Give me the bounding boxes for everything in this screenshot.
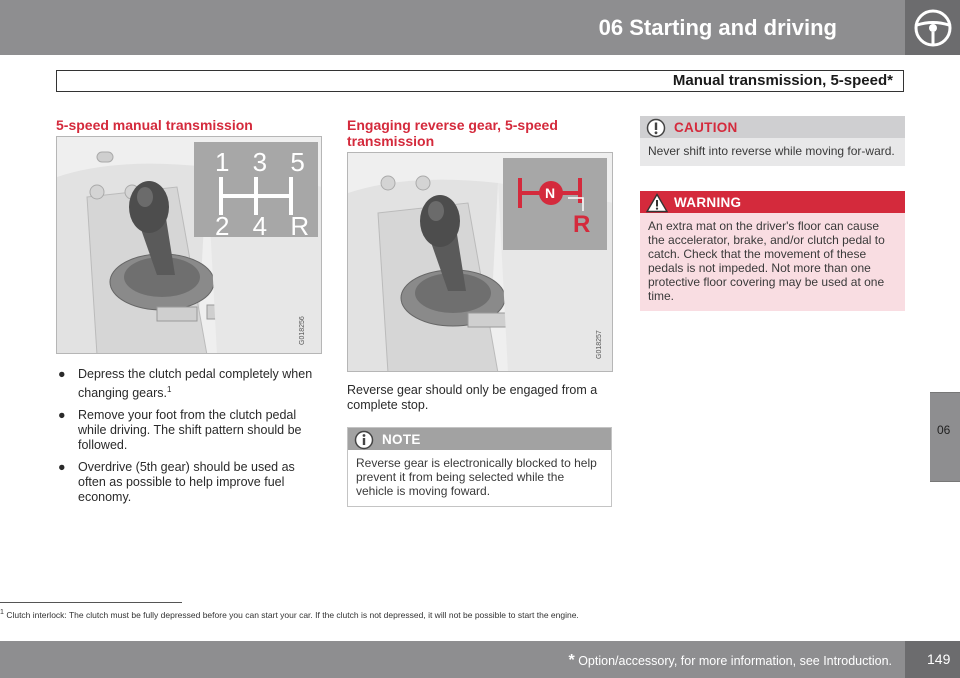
list-item: ● Remove your foot from the clutch pedal while driving. The shift pattern should be followed. [58,408,302,453]
section-title: Manual transmission, 5-speed* [672,72,893,89]
page-footer [0,641,960,678]
section-header [56,70,904,92]
reverse-gear-figure [347,152,613,372]
footer-star: * [568,652,575,669]
info-icon [354,430,374,450]
gear-shifter-figure [56,136,322,354]
footnote-number: 1 [0,608,4,616]
footer-note: Option/accessory, for more information, see Introduction. [578,654,892,668]
bullet-icon: ● [58,460,66,475]
instruction-list [56,367,326,512]
reverse-illustration [348,153,613,372]
warning-text: An extra mat on the driver's floor can cause the accelerator, brake, and/or clutch pedal to catch. Check that the movement of these pedals is not impeded. Not more than one protective floor covering may be used at one time. [648,219,885,303]
gear-pattern-bottom: 2 4 R [215,211,318,241]
figure-code: G018256 [299,316,306,345]
footer-text [568,652,892,670]
note-header [348,428,611,450]
list-item: ● Overdrive (5th gear) should be used as often as possible to help improve fuel economy. [58,460,295,505]
list-item: ● Depress the clutch pedal completely when changing gears.$^1$ [58,367,313,401]
page-number-box [905,641,960,678]
chapter-header [0,0,905,55]
caution-box [640,116,905,166]
reverse-paragraph: Reverse gear should only be engaged from a complete stop. [347,383,598,412]
note-label: NOTE [382,432,421,447]
bullet-icon: ● [58,408,66,423]
note-text: Reverse gear is electronically blocked to help prevent it from being selected while the vehicle is moving foward. [356,456,597,498]
caution-label: CAUTION [674,120,738,135]
footnote-ref[interactable]: 1 [166,385,172,394]
warning-triangle-icon [646,193,668,213]
bullet-icon: ● [58,367,66,381]
chapter-title: 06 Starting and driving [598,15,837,40]
neutral-label: N [545,185,556,201]
caution-header [640,116,905,138]
footnote-text: Clutch interlock: The clutch must be fully depressed before you can start your car. If the clutch is not depressed, it will not be possible to start the engine. [6,609,579,620]
footnote-rule [0,602,182,603]
reverse-label: R [573,211,591,238]
chapter-side-tab[interactable] [930,392,960,482]
col1-heading: 5-speed manual transmission [56,117,253,133]
warning-header [640,191,905,213]
figure-code: G018257 [596,330,603,359]
warning-label: WARNING [674,195,742,210]
steering-wheel-icon [913,8,953,48]
footnote [0,608,579,620]
warning-box [640,191,905,311]
side-tab-label: 06 [937,423,951,437]
gear-pattern-top: 1 3 5 [215,147,313,177]
chapter-icon-box [905,0,960,55]
note-box [347,427,612,507]
caution-text: Never shift into reverse while moving for-ward. [648,144,895,158]
col2-heading: Engaging reverse gear, 5-speed transmission [347,117,558,149]
page-number: 149 [927,651,951,667]
exclamation-icon [646,118,666,138]
